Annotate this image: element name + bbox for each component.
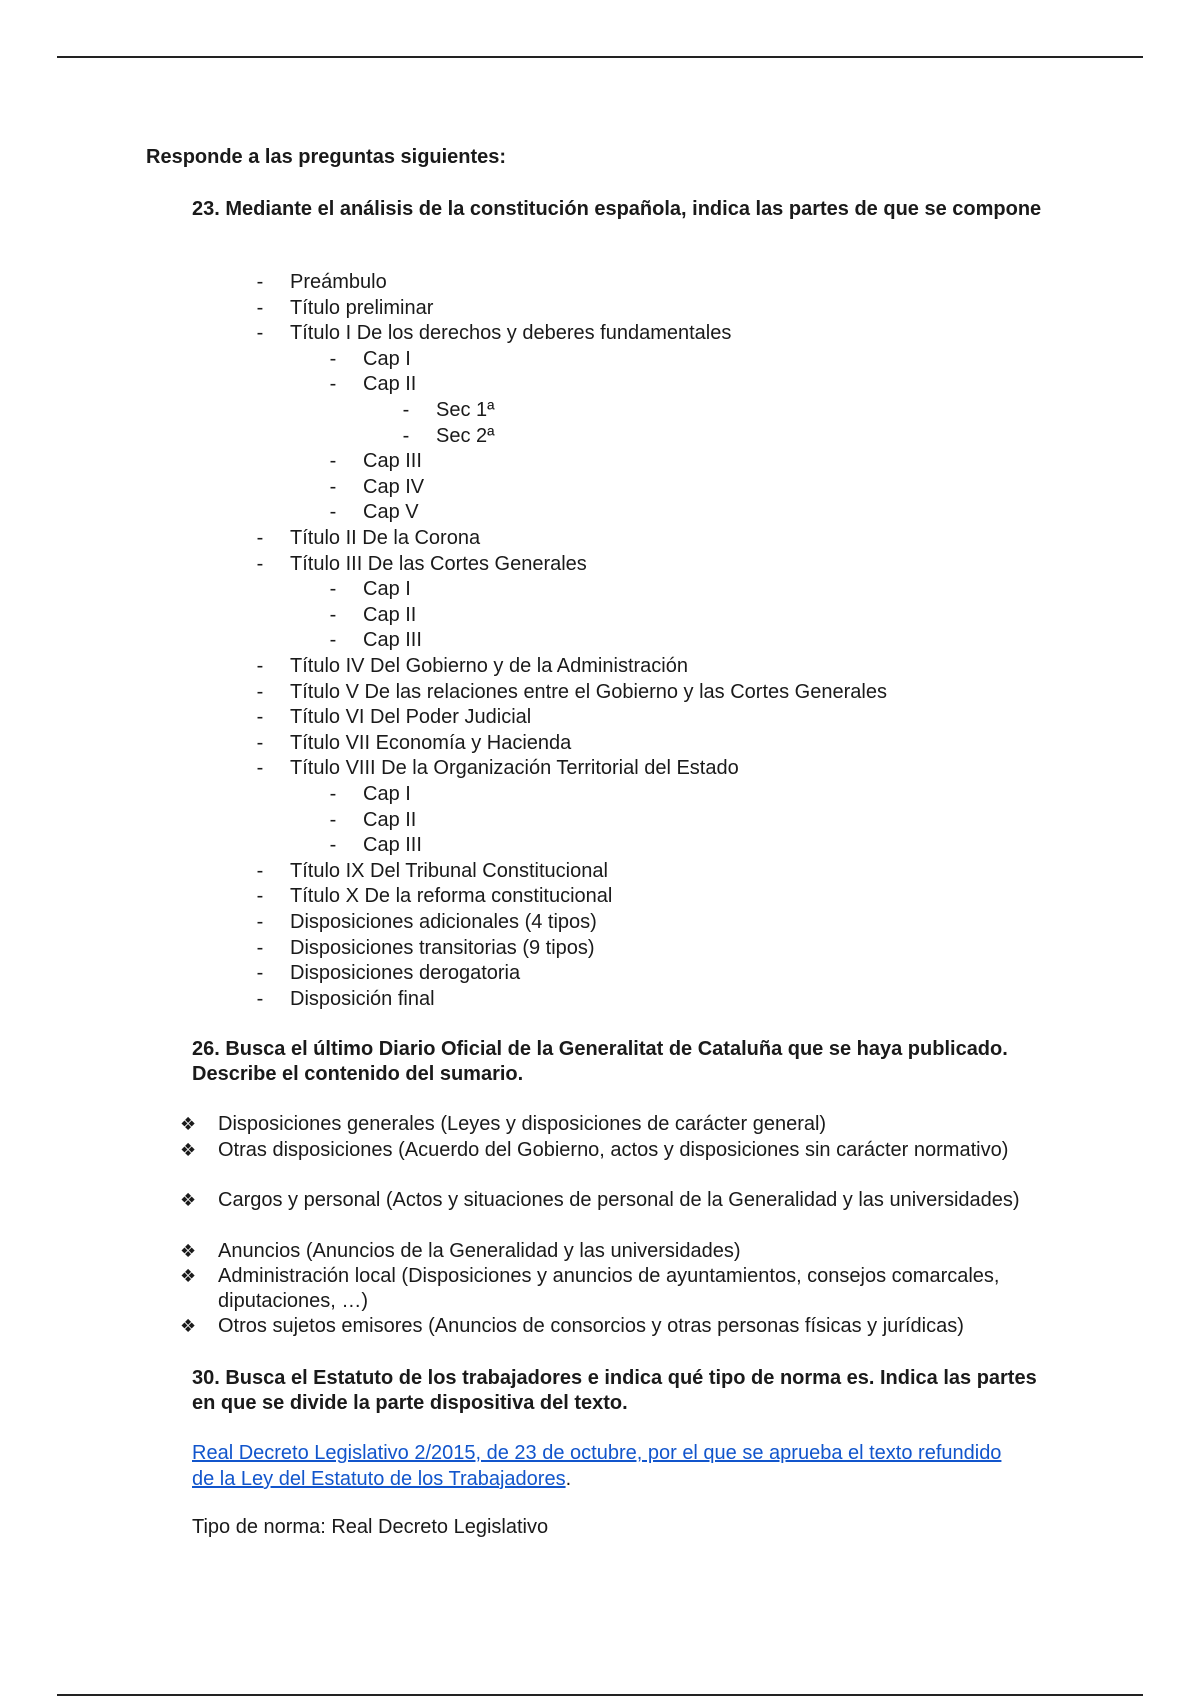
constitution-part-item	[256, 961, 521, 986]
dash-marker: -	[256, 706, 264, 729]
constitution-part-text: Cap II	[363, 603, 417, 626]
constitution-part-text: Título preliminar	[290, 296, 434, 319]
constitution-part-text: Sec 1ª	[436, 399, 495, 421]
constitution-part-text: Disposiciones transitorias (9 tipos)	[290, 936, 595, 959]
constitution-part-item	[256, 756, 739, 781]
dogc-summary-item	[180, 1138, 1068, 1163]
diamond-bullet-icon: ❖	[180, 1114, 197, 1134]
constitution-part-text: Título IV Del Gobierno y de la Administración	[290, 655, 688, 677]
diamond-bullet-icon: ❖	[180, 1190, 197, 1210]
constitution-part-text: Cap II	[363, 373, 417, 396]
dogc-summary-item	[180, 1112, 1068, 1137]
constitution-part-item	[256, 321, 732, 346]
question-30: 30. Busca el Estatuto de los trabajadores e indica qué tipo de norma es. Indica las partes en que se divide la parte dispositiva del texto.	[192, 1367, 1037, 1414]
constitution-part-item	[329, 603, 417, 628]
constitution-part-item	[402, 424, 495, 449]
constitution-part-text: Cap IV	[363, 475, 425, 498]
instruction-heading: Responde a las preguntas siguientes:	[146, 146, 507, 168]
constitution-part-item	[256, 936, 595, 961]
constitution-part-text: Cap I	[363, 783, 411, 805]
dash-marker: -	[329, 475, 337, 498]
dash-marker: -	[329, 629, 337, 652]
norm-type: Tipo de norma: Real Decreto Legislativo	[192, 1516, 549, 1538]
dash-marker: -	[256, 655, 264, 677]
dash-marker: -	[402, 424, 410, 447]
constitution-part-text: Cap I	[363, 347, 411, 370]
constitution-part-text: Título V De las relaciones entre el Gobierno y las Cortes Generales	[290, 680, 887, 703]
question-26: 26. Busca el último Diario Oficial de la Generalitat de Cataluña que se haya publicado. Describe el contenido del sumario.	[192, 1038, 1008, 1085]
dash-marker: -	[329, 373, 337, 396]
constitution-part-item	[256, 884, 613, 909]
constitution-part-item	[256, 654, 688, 679]
constitution-part-text: Título VIII De la Organización Territorial del Estado	[290, 757, 739, 780]
dogc-summary-text: Otras disposiciones (Acuerdo del Gobierno, actos y disposiciones sin carácter normativo)	[218, 1139, 1009, 1161]
constitution-part-item	[329, 782, 411, 807]
dash-marker: -	[256, 296, 264, 319]
dash-marker: -	[329, 783, 337, 805]
constitution-part-text: Título X De la reforma constitucional	[290, 885, 613, 908]
footer-rule	[57, 1694, 1143, 1696]
constitution-part-item	[329, 628, 422, 653]
dash-marker: -	[256, 987, 264, 1010]
dash-marker: -	[329, 603, 337, 626]
law-reference	[192, 1440, 1012, 1492]
constitution-part-item	[256, 270, 387, 295]
constitution-part-item	[329, 347, 411, 372]
constitution-part-text: Cap III	[363, 629, 422, 652]
dash-marker: -	[256, 859, 264, 882]
constitution-part-text: Preámbulo	[290, 271, 387, 293]
diamond-bullet-icon: ❖	[180, 1316, 197, 1336]
dash-marker: -	[329, 450, 337, 473]
question-23: 23. Mediante el análisis de la constitución española, indica las partes de que se compone	[192, 198, 1042, 220]
constitution-part-text: Cap III	[363, 834, 422, 857]
dash-marker: -	[256, 271, 264, 293]
dogc-summary-text: Anuncios (Anuncios de la Generalidad y las universidades)	[218, 1240, 741, 1262]
constitution-part-text: Título III De las Cortes Generales	[290, 552, 587, 575]
dash-marker: -	[256, 322, 264, 345]
constitution-part-item	[329, 372, 417, 397]
constitution-part-item	[256, 705, 532, 730]
dash-marker: -	[329, 578, 337, 601]
constitution-part-item	[256, 680, 887, 705]
dogc-summary-text: Otros sujetos emisores (Anuncios de consorcios y otras personas físicas y jurídicas)	[218, 1315, 964, 1337]
dash-marker: -	[256, 731, 264, 754]
dash-marker: -	[256, 911, 264, 933]
constitution-part-text: Disposición final	[290, 987, 435, 1010]
dogc-summary-item	[180, 1188, 1068, 1213]
constitution-part-text: Cap II	[363, 808, 417, 831]
constitution-part-item	[329, 577, 411, 602]
dash-marker: -	[329, 808, 337, 831]
constitution-part-item	[256, 731, 572, 756]
dogc-summary-text: Cargos y personal (Actos y situaciones de personal de la Generalidad y las universidades)	[218, 1189, 1020, 1211]
dash-marker: -	[402, 399, 410, 421]
constitution-part-item	[329, 500, 419, 525]
dash-marker: -	[256, 885, 264, 908]
constitution-part-item	[329, 833, 422, 858]
dash-marker: -	[256, 962, 264, 985]
constitution-part-text: Título I De los derechos y deberes fundamentales	[290, 322, 732, 345]
constitution-part-text: Cap V	[363, 501, 419, 524]
constitution-part-text: Cap III	[363, 450, 422, 473]
constitution-part-text: Título IX Del Tribunal Constitucional	[290, 859, 608, 882]
constitution-part-item	[256, 552, 587, 577]
constitution-part-item	[402, 398, 495, 423]
constitution-part-item	[256, 910, 597, 935]
constitution-part-item	[329, 475, 425, 500]
constitution-part-text: Sec 2ª	[436, 424, 495, 447]
constitution-part-text: Título VII Economía y Hacienda	[290, 731, 572, 754]
dash-marker: -	[256, 527, 264, 549]
dash-marker: -	[329, 347, 337, 370]
constitution-part-text: Título VI Del Poder Judicial	[290, 706, 532, 729]
diamond-bullet-icon: ❖	[180, 1266, 197, 1286]
dash-marker: -	[256, 757, 264, 780]
dogc-summary-text: Disposiciones generales (Leyes y disposiciones de carácter general)	[218, 1113, 827, 1135]
constitution-part-item	[329, 808, 417, 833]
constitution-part-item	[329, 449, 422, 474]
law-link-period: .	[565, 1468, 572, 1490]
dash-marker: -	[329, 501, 337, 524]
constitution-part-text: Cap I	[363, 578, 411, 601]
law-link[interactable]: Real Decreto Legislativo 2/2015, de 23 de octubre, por el que se aprueba el texto refundido de la Ley del Estatuto de los Trabajadores	[192, 1442, 1002, 1490]
constitution-part-item	[256, 987, 435, 1012]
constitution-part-item	[256, 526, 481, 551]
dash-marker: -	[256, 552, 264, 575]
constitution-part-item	[256, 859, 608, 884]
dash-marker: -	[256, 936, 264, 959]
dogc-summary-item	[180, 1314, 1068, 1339]
dogc-summary-text: Administración local (Disposiciones y anuncios de ayuntamientos, consejos comarcales, diputaciones, …)	[218, 1265, 1000, 1312]
dogc-summary-item	[180, 1264, 1068, 1314]
diamond-bullet-icon: ❖	[180, 1241, 197, 1261]
diamond-bullet-icon: ❖	[180, 1140, 197, 1160]
constitution-part-text: Disposiciones derogatoria	[290, 962, 521, 985]
header-rule	[57, 56, 1143, 58]
constitution-part-text: Disposiciones adicionales (4 tipos)	[290, 911, 597, 933]
dogc-summary-item	[180, 1239, 1068, 1264]
constitution-part-text: Título II De la Corona	[290, 527, 481, 549]
dash-marker: -	[256, 680, 264, 703]
dash-marker: -	[329, 834, 337, 857]
constitution-part-item	[256, 296, 434, 321]
